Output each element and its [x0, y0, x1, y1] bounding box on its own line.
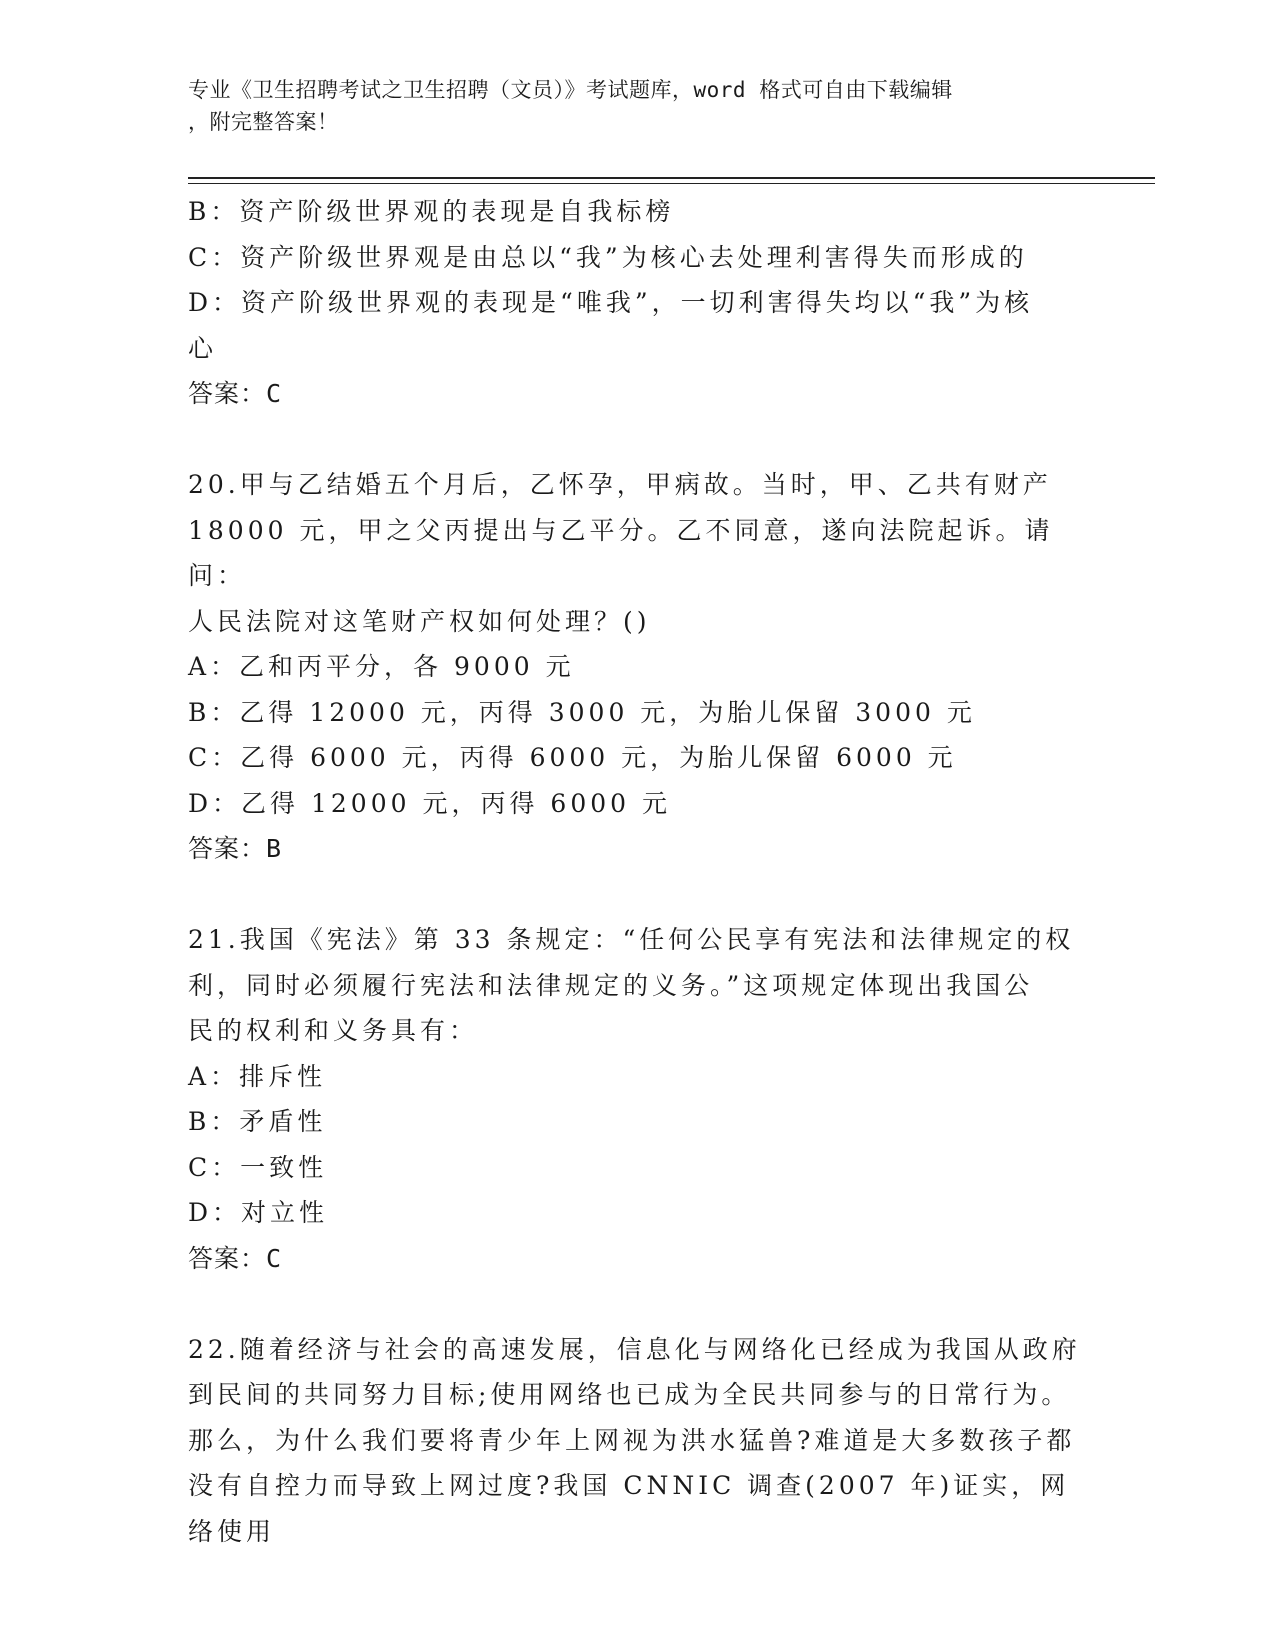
option-b: B：乙得 12000 元，丙得 3000 元，为胎儿保留 3000 元 [188, 697, 976, 727]
question-20 [188, 462, 1088, 872]
header-line-2: ，附完整答案！ [188, 110, 339, 134]
option-a: A：排斥性 [188, 1061, 327, 1091]
option-b: B：资产阶级世界观的表现是自我标榜 [188, 197, 675, 226]
answer [188, 371, 1088, 417]
option-d: D：乙得 12000 元，丙得 6000 元 [188, 788, 671, 818]
answer [188, 826, 1088, 872]
header-divider-thick [188, 177, 1155, 179]
option-d-continued: 心 [188, 333, 218, 363]
answer-label: 答案： [188, 834, 267, 863]
question-stem: 没有自控力而导致上网过度?我国 CNNIC 调查(2007 年)证实，网络使用 [188, 1471, 1070, 1546]
question-stem: 21.我国《宪法》第 33 条规定：“任何公民享有宪法和法律规定的权 [188, 925, 1075, 954]
answer-value: B [266, 834, 283, 863]
document-header [188, 74, 1088, 138]
spacer [188, 1281, 1088, 1327]
spacer [188, 872, 1088, 918]
option-c: C：一致性 [188, 1152, 328, 1182]
header-line-1: 专业《卫生招聘考试之卫生招聘（文员）》考试题库，word 格式可自由下载编辑 [188, 78, 953, 102]
question-stem: 民的权利和义务具有： [188, 1016, 479, 1045]
option-b: B：矛盾性 [188, 1107, 327, 1136]
option-c: C：乙得 6000 元，丙得 6000 元，为胎儿保留 6000 元 [188, 743, 957, 772]
answer-value: C [266, 379, 283, 408]
answer-label: 答案： [188, 1243, 267, 1273]
question-stem: 22.随着经济与社会的高速发展，信息化与网络化已经成为我国从政府 [188, 1334, 1081, 1364]
question-22 [188, 1327, 1088, 1555]
option-d: D：对立性 [188, 1198, 329, 1227]
option-d: D：资产阶级世界观的表现是“唯我”，一切利害得失均以“我”为核 [188, 288, 1034, 317]
spacer [188, 417, 1088, 463]
question-stem: 20.甲与乙结婚五个月后，乙怀孕，甲病故。当时，甲、乙共有财产 [188, 470, 1052, 499]
question-stem: 利，同时必须履行宪法和法律规定的义务。”这项规定体现出我国公 [188, 970, 1034, 1000]
answer-label: 答案： [188, 379, 267, 408]
answer [188, 1236, 1088, 1282]
question-21 [188, 917, 1088, 1281]
question-stem: 到民间的共同努力目标;使用网络也已成为全民共同参与的日常行为。 [188, 1380, 1071, 1409]
option-a: A：乙和丙平分，各 9000 元 [188, 652, 575, 681]
question-stem: 18000 元，甲之父丙提出与乙平分。乙不同意，遂向法院起诉。请问： [188, 515, 1054, 590]
option-c: C：资产阶级世界观是由总以“我”为核心去处理利害得失而形成的 [188, 242, 1028, 272]
answer-value: C [266, 1243, 283, 1273]
question-stem: 那么，为什么我们要将青少年上网视为洪水猛兽?难道是大多数孩子都 [188, 1425, 1076, 1455]
question-19 [188, 189, 1088, 417]
header-divider-thin [188, 183, 1155, 184]
document-body [188, 189, 1088, 1554]
question-stem: 人民法院对这笔财产权如何处理？() [188, 606, 651, 636]
